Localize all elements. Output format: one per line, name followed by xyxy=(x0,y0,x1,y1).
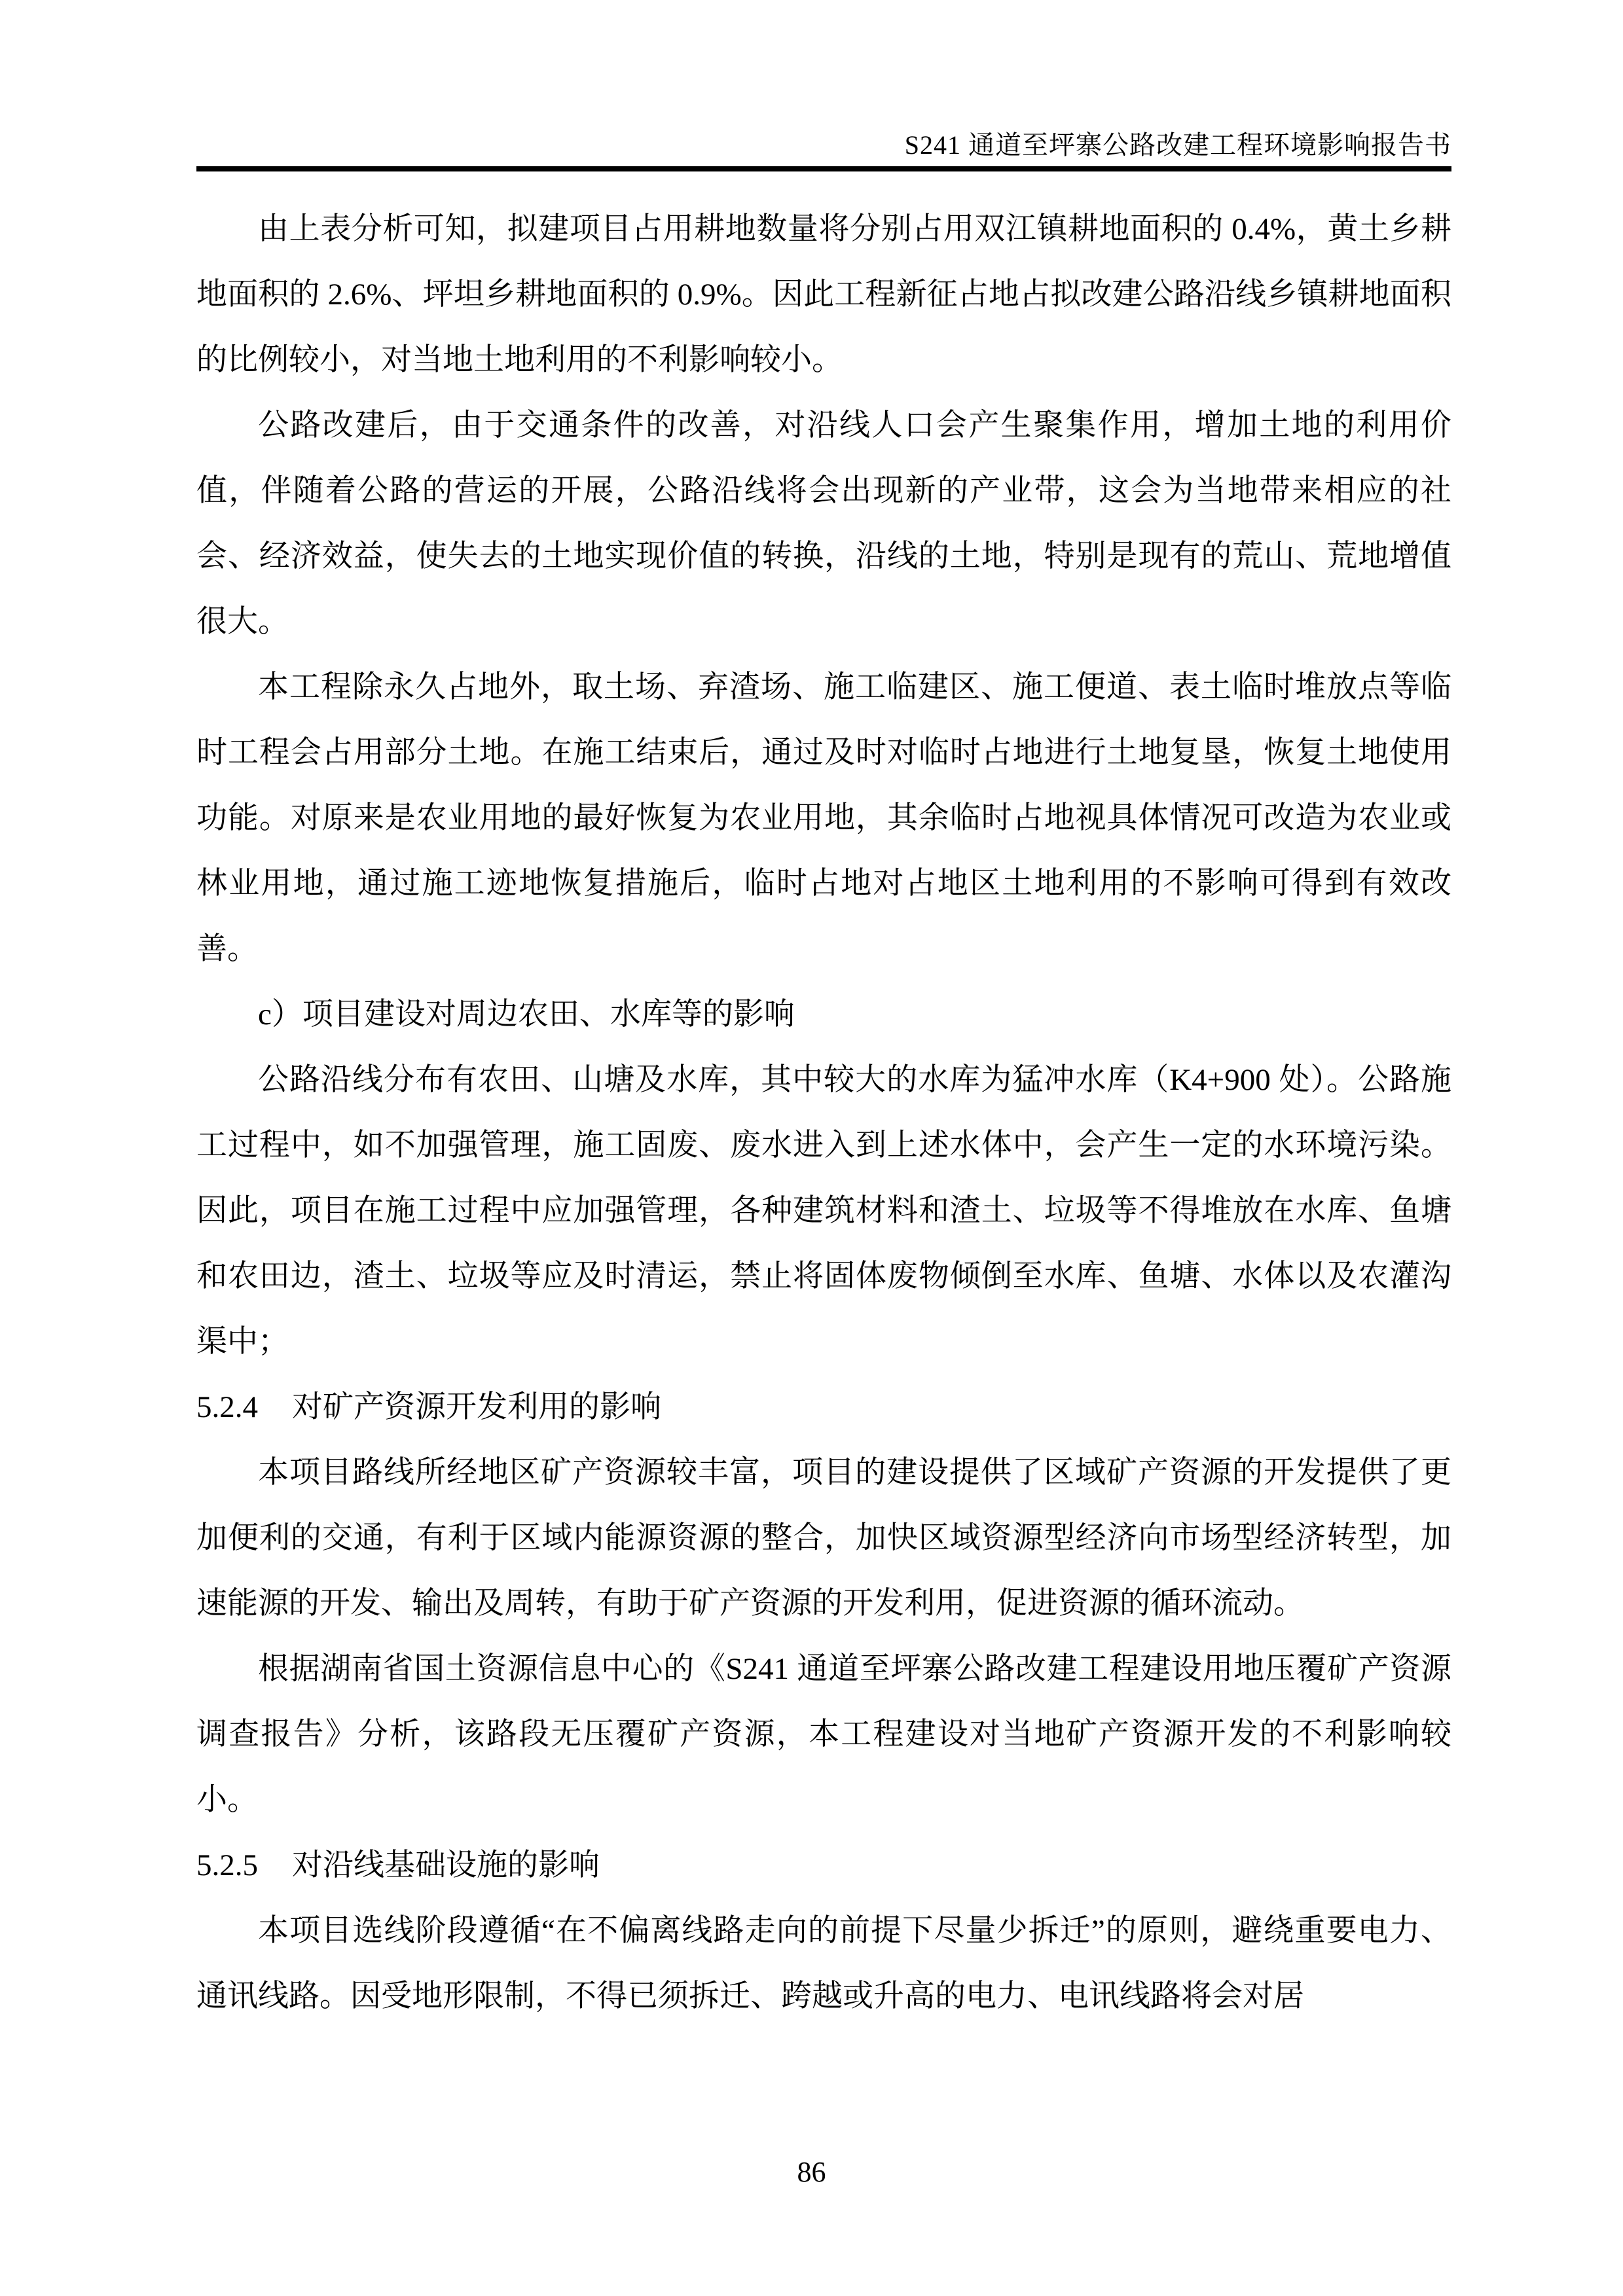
header-rule xyxy=(196,166,1451,171)
header-title: S241 通道至坪寨公路改建工程环境影响报告书 xyxy=(904,130,1451,160)
paragraph-temporary-land-use: 本工程除永久占地外，取土场、弃渣场、施工临建区、施工便道、表土临时堆放点等临时工程会占用部分土地。在施工结束后，通过及时对临时占地进行土地复垦，恢复土地使用功能。对原来是农业用地的最好恢复为农业用地，其余临时占地视具体情况可改造为农业或林业用地，通过施工迹地恢复措施后，临时占地对占地区土地利用的不影响可得到有效改善。 xyxy=(196,670,1451,966)
paragraph-reservoir-pollution: 公路沿线分布有农田、山塘及水库，其中较大的水库为猛冲水库（K4+900 处）。公路施工过程中，如不加强管理，施工固废、废水进入到上述水体中，会产生一定的水环境污染。因此，项目在施工过程中应加强管理，各种建筑材料和渣土、垃圾等不得堆放在水库、鱼塘和农田边，渣土、垃圾等应及时清运，禁止将固体废物倾倒至水库、鱼塘、水体以及农灌沟渠中； xyxy=(196,1063,1451,1359)
paragraph-road-rebuild-benefit: 公路改建后，由于交通条件的改善，对沿线人口会产生聚集作用，增加土地的利用价值，伴随着公路的营运的开展，公路沿线将会出现新的产业带，这会为当地带来相应的社会、经济效益，使失去的土地实现价值的转换，沿线的土地，特别是现有的荒山、荒地增值很大。 xyxy=(196,408,1451,639)
page-number: 86 xyxy=(797,2156,826,2188)
section-title: 对沿线基础设施的影响 xyxy=(292,1848,600,1882)
document-body xyxy=(196,196,1451,2029)
section-number: 5.2.4 xyxy=(196,1390,258,1424)
section-heading-5-2-4 xyxy=(196,1374,1451,1440)
section-number: 5.2.5 xyxy=(196,1848,258,1882)
paragraph-mineral-resources: 本项目路线所经地区矿产资源较丰富，项目的建设提供了区域矿产资源的开发提供了更加便利的交通，有利于区域内能源资源的整合，加快区域资源型经济向市场型经济转型，加速能源的开发、输出及周转，有助于矿产资源的开发利用，促进资源的循环流动。 xyxy=(196,1456,1451,1621)
paragraph-infrastructure-route-selection: 本项目选线阶段遵循“在不偏离线路走向的前提下尽量少拆迁”的原则，避绕重要电力、通讯线路。因受地形限制，不得已须拆迁、跨越或升高的电力、电讯线路将会对居 xyxy=(196,1914,1451,2013)
page-header xyxy=(196,124,1451,177)
sub-item-c-farmland-reservoir: c）项目建设对周边农田、水库等的影响 xyxy=(258,997,795,1031)
paragraph-land-occupation-ratio: 由上表分析可知，拟建项目占用耕地数量将分别占用双江镇耕地面积的 0.4%，黄土乡耕地面积的 2.6%、坪坦乡耕地面积的 0.9%。因此工程新征占地占拟改建公路沿线乡镇耕地面积的比例较小，对当地土地利用的不利影响较小。 xyxy=(196,212,1451,377)
section-heading-5-2-5 xyxy=(196,1833,1451,1898)
paragraph-mineral-survey-report: 根据湖南省国土资源信息中心的《S241 通道至坪寨公路改建工程建设用地压覆矿产资源调查报告》分析，该路段无压覆矿产资源，本工程建设对当地矿产资源开发的不利影响较小。 xyxy=(196,1652,1451,1817)
section-title: 对矿产资源开发利用的影响 xyxy=(292,1390,661,1424)
